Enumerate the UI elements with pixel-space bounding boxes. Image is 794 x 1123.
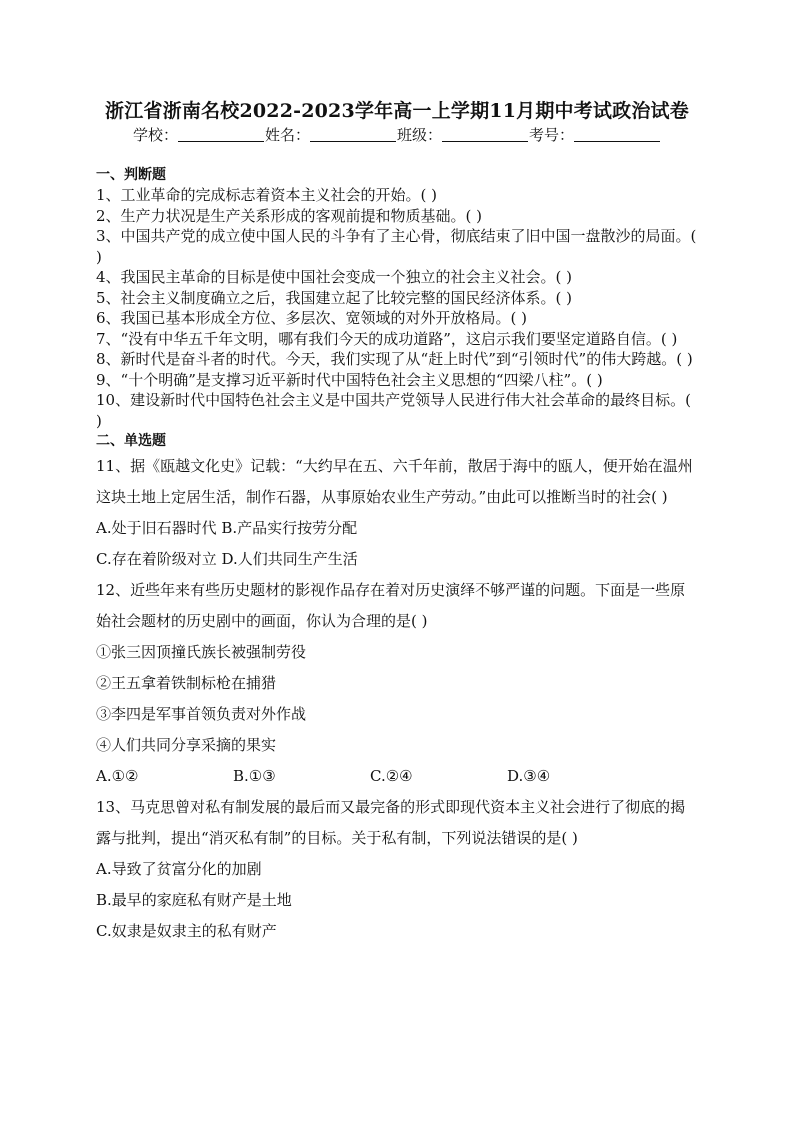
exam-content — [96, 165, 700, 947]
judgement-item: 3、中国共产党的成立使中国人民的斗争有了主心骨，彻底结束了旧中国一盘散沙的局面。( ) — [96, 227, 697, 266]
exam-title: 浙江省浙南名校2022-2023学年高一上学期11月期中考试政治试卷 — [105, 100, 689, 122]
question-11-stem: 11、据《瓯越文化史》记载：“大约早在五、六千年前，散居于海中的瓯人，便开始在温州这块土地上定居生活，制作石器，从事原始农业生产劳动。”由此可以推断当时的社会( ) — [96, 457, 693, 506]
examno-blank[interactable] — [574, 126, 660, 142]
question-13-option: C.奴隶是奴隶主的私有财产 — [96, 922, 277, 940]
judgement-item: 1、工业革命的完成标志着资本主义社会的开始。( ) — [96, 186, 438, 204]
judgement-item: 6、我国已基本形成全方位、多层次、宽领域的对外开放格局。( ) — [96, 309, 528, 327]
judgement-item: 8、新时代是奋斗者的时代。今天，我们实现了从“赶上时代”到“引领时代”的伟大跨越。( ) — [96, 350, 693, 368]
question-12-statement: ④人们共同分享采摘的果实 — [96, 736, 277, 754]
question-13-stem: 13、马克思曾对私有制发展的最后而又最完备的形式即现代资本主义社会进行了彻底的揭露与批判，提出“消灭私有制”的目标。关于私有制，下列说法错误的是( ) — [96, 798, 686, 847]
question-12-options — [96, 761, 700, 792]
name-blank[interactable] — [310, 126, 396, 142]
option-a: A.①② — [96, 767, 139, 785]
judgement-item: 10、建设新时代中国特色社会主义是中国共产党领导人民进行伟大社会革命的最终目标。( ) — [96, 391, 691, 430]
examno-label: 考号： — [529, 126, 575, 144]
question-11-options-cd: C.存在着阶级对立 D.人们共同生产生活 — [96, 550, 358, 568]
option-c: C.②④ — [370, 767, 413, 785]
judgement-item: 4、我国民主革命的目标是使中国社会变成一个独立的社会主义社会。( ) — [96, 268, 573, 286]
option-d: D.③④ — [507, 767, 551, 785]
single-choice-list — [96, 451, 700, 947]
judgement-item: 9、“十个明确”是支撑习近平新时代中国特色社会主义思想的“四梁八柱”。( ) — [96, 370, 603, 389]
question-13-option: A.导致了贫富分化的加剧 — [96, 860, 262, 878]
section-heading-single-choice: 二、单选题 — [96, 433, 166, 449]
class-label: 班级： — [397, 126, 443, 144]
school-blank[interactable] — [178, 126, 264, 142]
option-b: B.①③ — [233, 767, 276, 785]
question-13-option: B.最早的家庭私有财产是土地 — [96, 891, 292, 909]
student-info-line — [0, 124, 794, 145]
school-label: 学校： — [132, 126, 178, 144]
question-12-statement: ②王五拿着铁制标枪在捕猎 — [96, 674, 277, 692]
question-11-options-ab: A.处于旧石器时代 B.产品实行按劳分配 — [96, 519, 358, 537]
judgement-list — [96, 185, 700, 431]
section-heading-judgement: 一、判断题 — [96, 167, 166, 183]
question-12-statement: ①张三因顶撞氏族长被强制劳役 — [96, 643, 307, 661]
question-12-stem: 12、近些年来有些历史题材的影视作品存在着对历史演绎不够严谨的问题。下面是一些原始社会题材的历史剧中的画面，你认为合理的是( ) — [96, 581, 686, 630]
judgement-item: 2、生产力状况是生产关系形成的客观前提和物质基础。( ) — [96, 206, 483, 225]
judgement-item: 5、社会主义制度确立之后，我国建立起了比较完整的国民经济体系。( ) — [96, 288, 573, 307]
judgement-item: 7、“没有中华五千年文明，哪有我们今天的成功道路”，这启示我们要坚定道路自信。( ) — [96, 329, 678, 348]
name-label: 姓名： — [264, 126, 310, 144]
class-blank[interactable] — [442, 126, 528, 142]
question-12-statement: ③李四是军事首领负责对外作战 — [96, 705, 307, 723]
